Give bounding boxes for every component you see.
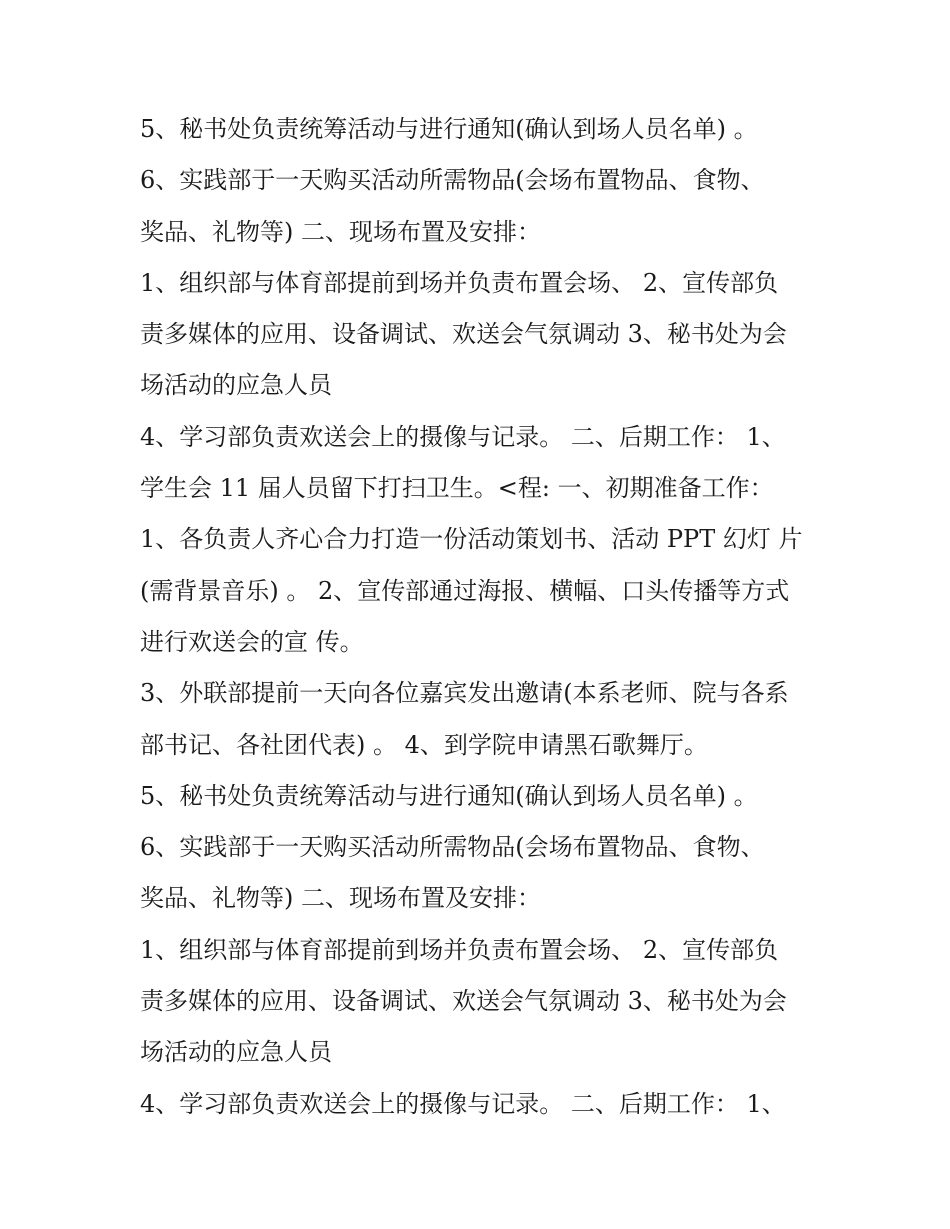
text-line-9: 1、各负责人齐心合力打造一份活动策划书、活动 PPT 幻灯 片 — [140, 525, 803, 554]
text-line-14: 5、秘书处负责统筹活动与进行通知(确认到场人员名单) 。 — [140, 781, 758, 810]
text-line-10: (需背景音乐) 。 2、宣传部通过海报、横幅、口头传播等方式 — [140, 576, 790, 605]
text-line-12: 3、外联部提前一天向各位嘉宾发出邀请(本系老师、院与各系 — [140, 679, 789, 708]
text-line-19: 场活动的应急人员 — [140, 1038, 332, 1067]
text-line-17: 1、组织部与体育部提前到场并负责布置会场、 2、宣传部负 — [140, 935, 779, 964]
text-line-16: 奖品、礼物等) 二、现场布置及安排： — [140, 884, 541, 913]
text-line-5: 责多媒体的应用、设备调试、欢送会气氛调动 3、秘书处为会 — [140, 320, 787, 349]
text-line-8: 学生会 11 届人员留下打扫卫生。<程: 一、初期准备工作： — [140, 474, 774, 503]
text-line-18: 责多媒体的应用、设备调试、欢送会气氛调动 3、秘书处为会 — [140, 987, 787, 1016]
text-line-4: 1、组织部与体育部提前到场并负责布置会场、 2、宣传部负 — [140, 268, 779, 297]
text-line-13: 部书记、各社团代表) 。 4、到学院申请黑石歌舞厅。 — [140, 730, 708, 759]
text-line-20: 4、学习部负责欢送会上的摄像与记录。 二、后期工作： 1、 — [140, 1089, 786, 1118]
text-line-15: 6、实践部于一天购买活动所需物品(会场布置物品、食物、 — [140, 833, 765, 862]
document-text-body — [140, 107, 810, 1133]
text-line-6: 场活动的应急人员 — [140, 371, 332, 400]
text-line-3: 奖品、礼物等) 二、现场布置及安排： — [140, 217, 541, 246]
text-line-2: 6、实践部于一天购买活动所需物品(会场布置物品、食物、 — [140, 166, 765, 195]
text-line-11: 进行欢送会的宣 传。 — [140, 627, 364, 656]
text-line-1: 5、秘书处负责统筹活动与进行通知(确认到场人员名单) 。 — [140, 115, 758, 143]
text-line-7: 4、学习部负责欢送会上的摄像与记录。 二、后期工作： 1、 — [140, 422, 786, 451]
